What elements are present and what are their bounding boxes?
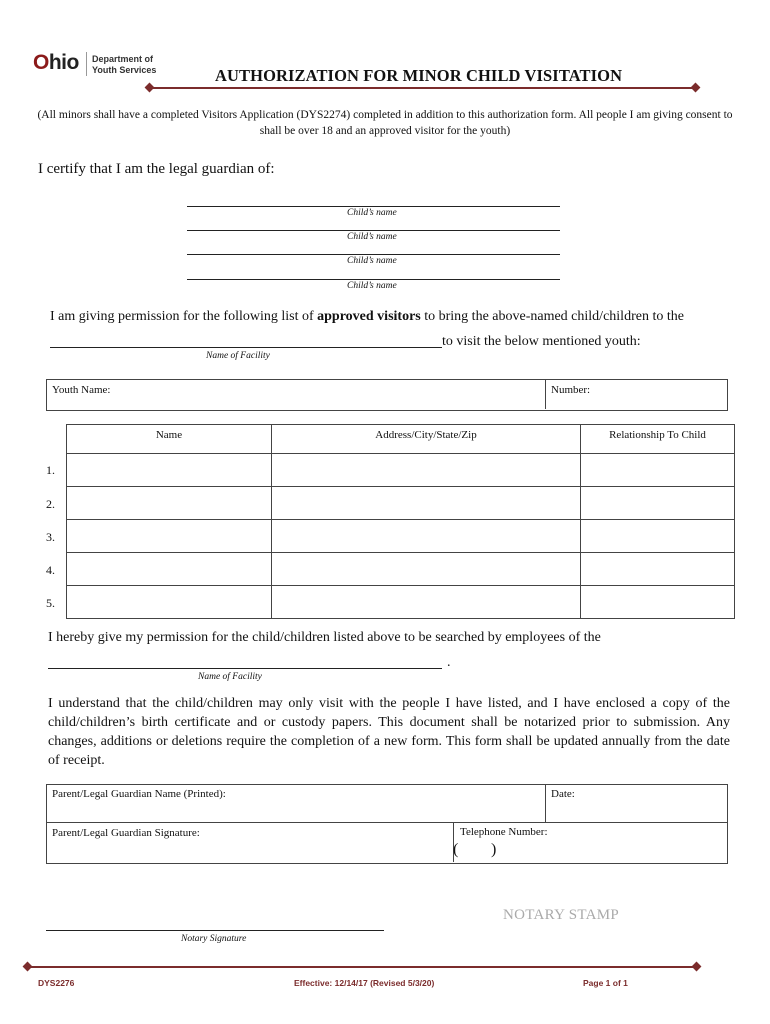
- ohio-logo: Ohio: [33, 51, 79, 74]
- youth-number-label[interactable]: Number:: [551, 384, 591, 396]
- visitor-2-address[interactable]: [272, 487, 581, 520]
- notary-signature-line[interactable]: [46, 930, 384, 931]
- certify-statement: I certify that I am the legal guardian of:: [38, 161, 275, 177]
- guardian-box-row-divider: [46, 822, 728, 823]
- visitor-5-relationship[interactable]: [581, 586, 735, 619]
- search-period: .: [447, 655, 451, 670]
- child-name-line-1[interactable]: [187, 206, 560, 207]
- footer-rule: [28, 966, 696, 968]
- table-row: [67, 586, 735, 619]
- row-number-2: 2.: [46, 497, 55, 511]
- facility-name-line-2[interactable]: [48, 668, 442, 669]
- effective-date: Effective: 12/14/17 (Revised 5/3/20): [294, 978, 435, 988]
- table-row: [67, 487, 735, 520]
- visitor-2-name[interactable]: [67, 487, 272, 520]
- youth-box-divider: [545, 379, 546, 409]
- row-number-5: 5.: [46, 596, 55, 610]
- visitors-table: [66, 424, 735, 619]
- guardian-phone-label[interactable]: Telephone Number:: [460, 826, 548, 838]
- table-row: [67, 454, 735, 487]
- phone-area-code-open: (: [453, 841, 459, 858]
- terms-paragraph: I understand that the child/children may only visit with the people I have listed, and I have enclosed a copy of the child/children’s birth certificate and or custody papers. This document shall be notarized prior to submission. Any changes, additions or deletions require the completion of a new form. This form shall be updated annually from the date of receipt.: [48, 696, 730, 768]
- child-name-label-4: Child’s name: [347, 281, 397, 291]
- child-name-line-2[interactable]: [187, 230, 560, 231]
- col-header-name: Name: [67, 425, 272, 454]
- facility-label-1: Name of Facility: [206, 351, 270, 361]
- visitor-4-name[interactable]: [67, 553, 272, 586]
- visitor-5-address[interactable]: [272, 586, 581, 619]
- child-name-label-3: Child’s name: [347, 256, 397, 266]
- notary-stamp-area: NOTARY STAMP: [503, 907, 620, 923]
- guardian-name-label[interactable]: Parent/Legal Guardian Name (Printed):: [52, 788, 226, 800]
- child-name-label-1: Child’s name: [347, 208, 397, 218]
- guardian-signature-label[interactable]: Parent/Legal Guardian Signature:: [52, 827, 200, 839]
- permission-statement: I am giving permission for the following list of approved visitors to bring the above-named child/children to the: [50, 309, 684, 324]
- logo-divider: [86, 52, 87, 76]
- child-name-line-3[interactable]: [187, 254, 560, 255]
- phone-area-code-close: ): [491, 841, 497, 858]
- col-header-relationship: Relationship To Child: [581, 425, 735, 454]
- visitor-1-name[interactable]: [67, 454, 272, 487]
- row-number-1: 1.: [46, 463, 55, 477]
- notary-signature-label: Notary Signature: [181, 934, 247, 944]
- guardian-date-label[interactable]: Date:: [551, 788, 575, 800]
- visitor-1-relationship[interactable]: [581, 454, 735, 487]
- visitor-4-relationship[interactable]: [581, 553, 735, 586]
- table-row: [67, 553, 735, 586]
- visitor-4-address[interactable]: [272, 553, 581, 586]
- visitor-1-address[interactable]: [272, 454, 581, 487]
- permission-statement-end: to visit the below mentioned youth:: [442, 334, 641, 349]
- visitor-3-relationship[interactable]: [581, 520, 735, 553]
- child-name-label-2: Child’s name: [347, 232, 397, 242]
- title-rule: [150, 87, 695, 89]
- facility-label-2: Name of Facility: [198, 672, 262, 682]
- youth-name-label[interactable]: Youth Name:: [52, 384, 111, 396]
- visitor-3-name[interactable]: [67, 520, 272, 553]
- row-number-3: 3.: [46, 530, 55, 544]
- page-number: Page 1 of 1: [583, 978, 628, 988]
- form-id: DYS2276: [38, 978, 75, 988]
- guardian-box-date-divider: [545, 784, 546, 822]
- visitor-2-relationship[interactable]: [581, 487, 735, 520]
- youth-info-box: [46, 379, 728, 411]
- intro-note: (All minors shall have a completed Visitors Application (DYS2274) completed in addition to this authorization form. All people I am giving consent to shall be over 18 and an approved visitor for the youth): [37, 109, 733, 137]
- search-permission-statement: I hereby give my permission for the child/children listed above to be searched by employees of the: [48, 630, 601, 645]
- table-row: [67, 520, 735, 553]
- visitors-table-header: [67, 425, 735, 454]
- row-number-4: 4.: [46, 563, 55, 577]
- facility-name-line-1[interactable]: [50, 347, 442, 348]
- col-header-address: Address/City/State/Zip: [272, 425, 581, 454]
- department-name: Department of Youth Services: [92, 54, 157, 75]
- child-name-line-4[interactable]: [187, 279, 560, 280]
- form-title: AUTHORIZATION FOR MINOR CHILD VISITATION: [215, 66, 623, 85]
- visitor-5-name[interactable]: [67, 586, 272, 619]
- visitor-3-address[interactable]: [272, 520, 581, 553]
